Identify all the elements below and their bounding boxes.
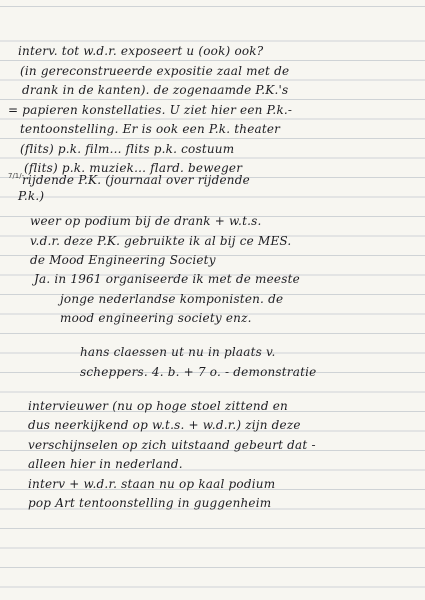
line-6: (flits) p.k. film... flits p.k. costuum	[20, 142, 235, 156]
line-14: jonge nederlandse komponisten. de	[60, 292, 284, 306]
line-15: mood engineering society enz.	[60, 311, 252, 325]
line-4: = papieren konstellaties. U ziet hier een P.k.-	[8, 103, 293, 117]
line-19: dus neerkijkend op w.t.s. + w.d.r.) zijn deze	[28, 418, 301, 432]
line-13: Ja. in 1961 organiseerde ik met de meeste	[34, 272, 300, 286]
line-23: pop Art tentoonstelling in guggenheim	[28, 496, 272, 510]
line-8: rijdende P.K. (journaal over rijdende	[22, 173, 250, 187]
line-7: (flits) p.k. muziek... flard. beweger	[24, 161, 243, 175]
line-11: v.d.r. deze P.K. gebruikte ik al bij ce MES.	[30, 234, 292, 248]
line-1: interv. tot w.d.r. exposeert u (ook) ook?	[18, 44, 264, 58]
line-12: de Mood Engineering Society	[30, 253, 216, 267]
line-18: intervieuwer (nu op hoge stoel zittend en	[28, 399, 288, 413]
line-3: drank in de kanten). de zogenaamde P.K.'s	[22, 83, 289, 97]
line-2: (in gereconstrueerde expositie zaal met de	[20, 64, 290, 78]
line-9: P.k.)	[18, 189, 45, 203]
line-21: alleen hier in nederland.	[28, 457, 183, 471]
line-22: interv + w.d.r. staan nu op kaal podium	[28, 477, 276, 491]
line-16: hans claessen ut nu in plaats v.	[80, 345, 276, 359]
line-20: verschijnselen op zich uitstaand gebeurt dat -	[28, 438, 316, 452]
line-5: tentoonstelling. Er is ook een P.k. theater	[20, 122, 281, 136]
line-10: weer op podium bij de drank + w.t.s.	[30, 214, 262, 228]
margin-note: 7/1/-	[8, 172, 25, 180]
line-17: scheppers. 4. b. + 7 o. - demonstratie	[80, 365, 317, 379]
